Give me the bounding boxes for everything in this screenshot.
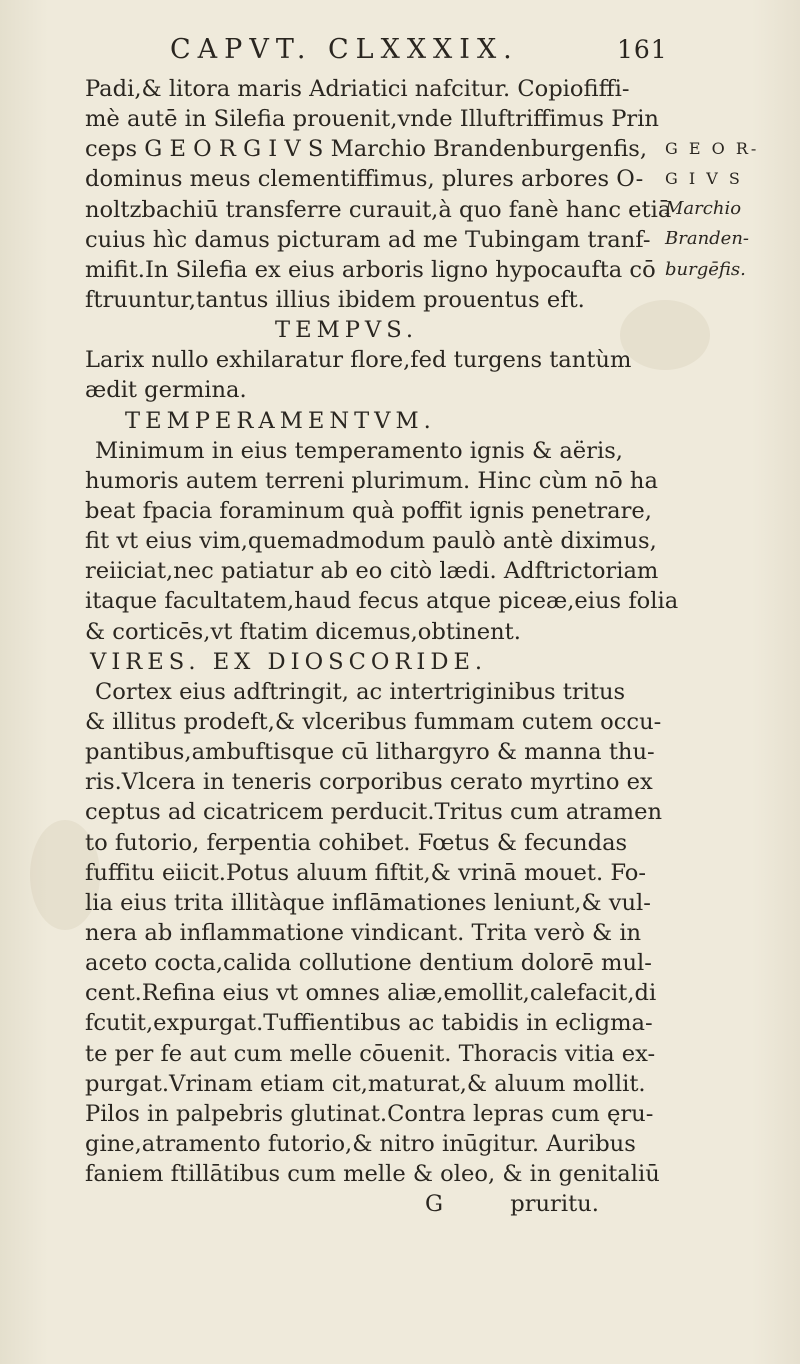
text-line: ceptus ad cicatricem perducit.Tritus cum atramen (85, 799, 663, 826)
text-line: ris.Vlcera in teneris corporibus cerato myrtino ex (85, 769, 653, 796)
text-line: te per fe aut cum melle cōuenit. Thoracis vitia ex- (85, 1040, 656, 1067)
margin-line: Branden- (665, 228, 750, 250)
text-line: ceps G E O R G I V S Marchio Brandenburgenfis, (85, 136, 648, 163)
text-line: fcutit,expurgat.Tuffientibus ac tabidis in ecligma- (85, 1010, 653, 1037)
text-line: reiiciat,nec patiatur ab eo citò lædi. Adftrictoriam (85, 558, 659, 585)
text-line: mè autē in Silefia prouenit,vnde Illuftriffimus Prin (85, 106, 659, 133)
running-header (170, 30, 668, 70)
text-line: lia eius trita illitàque inflāmationes leniunt,& vul- (85, 889, 651, 916)
text-line: & corticēs,vt ftatim dicemus,obtinent. (85, 618, 521, 645)
text-line: & illitus prodeft,& vlceribus fummam cutem occu- (85, 708, 662, 735)
text-line: mifit.In Silefia ex eius arboris ligno hypocaufta cō (85, 256, 656, 283)
text-line: faniem ftillātibus cum melle & oleo, & in genitaliū (85, 1161, 660, 1188)
text-line: beat fpacia foraminum quà poffit ignis penetrare, (85, 497, 652, 524)
text-line: Cortex eius adftringit, ac intertriginibus tritus (95, 678, 626, 705)
text-line: dominus meus clementiffimus, plures arbores O- (85, 166, 644, 193)
running-title: CAPVT. CLXXXIX. (170, 34, 519, 65)
marginal-note (665, 134, 795, 285)
section-heading-tempus: TEMPVS. (275, 317, 419, 344)
margin-line: Marchio (665, 198, 742, 220)
text-line: Minimum in eius temperamento ignis & aëris, (95, 437, 623, 464)
text-line: nera ab inflammatione vindicant. Trita verò & in (85, 919, 642, 946)
text-line: gine,atramento futorio,& nitro inūgitur. Auribus (85, 1130, 636, 1157)
text-line: fuffitu eiicit.Potus aluum fiftit,& vrinā mouet. Fo- (85, 859, 647, 886)
body-text (85, 74, 679, 1219)
text-line: itaque facultatem,haud fecus atque piceæ,eius folia (85, 588, 679, 615)
text-line: cent.Refina eius vt omnes aliæ,emollit,calefacit,di (85, 980, 657, 1007)
page-number: 161 (617, 35, 668, 64)
text-line: Pilos in palpebris glutinat.Contra lepras cum ęru- (85, 1100, 654, 1127)
text-line: purgat.Vrinam etiam cit,maturat,& aluum mollit. (85, 1070, 646, 1097)
text-line: aceto cocta,calida collutione dentium dolorē mul- (85, 950, 652, 977)
text-line: fit vt eius vim,quemadmodum paulò antè diximus, (85, 528, 657, 555)
text-line: noltzbachiū transferre curauit,à quo fanè hanc etiā (85, 196, 672, 223)
text-line: humoris autem terreni plurimum. Hinc cùm nō ha (85, 467, 658, 494)
margin-line: burgēfis. (665, 258, 746, 280)
text-line: pantibus,ambuftisque cū lithargyro & manna thu- (85, 739, 655, 766)
signature-and-catchword: G pruritu. (425, 1191, 599, 1218)
text-line: ædit germina. (85, 377, 247, 404)
margin-line: G E O R- (665, 139, 760, 158)
text-line: cuius hìc damus picturam ad me Tubingam tranf- (85, 226, 651, 253)
text-line: Larix nullo exhilaratur flore,fed turgens tantùm (85, 347, 632, 374)
text-line: to futorio, ferpentia cohibet. Fœtus & fecundas (85, 829, 628, 856)
margin-line: G I V S (665, 169, 743, 189)
text-line: Padi,& litora maris Adriatici nafcitur. Copiofiffi- (85, 76, 630, 102)
section-heading-vires: VIRES. EX DIOSCORIDE. (90, 648, 488, 675)
section-heading-temperamentum: TEMPERAMENTVM. (125, 407, 436, 434)
text-line: ftruuntur,tantus illius ibidem prouentus eft. (85, 286, 585, 313)
